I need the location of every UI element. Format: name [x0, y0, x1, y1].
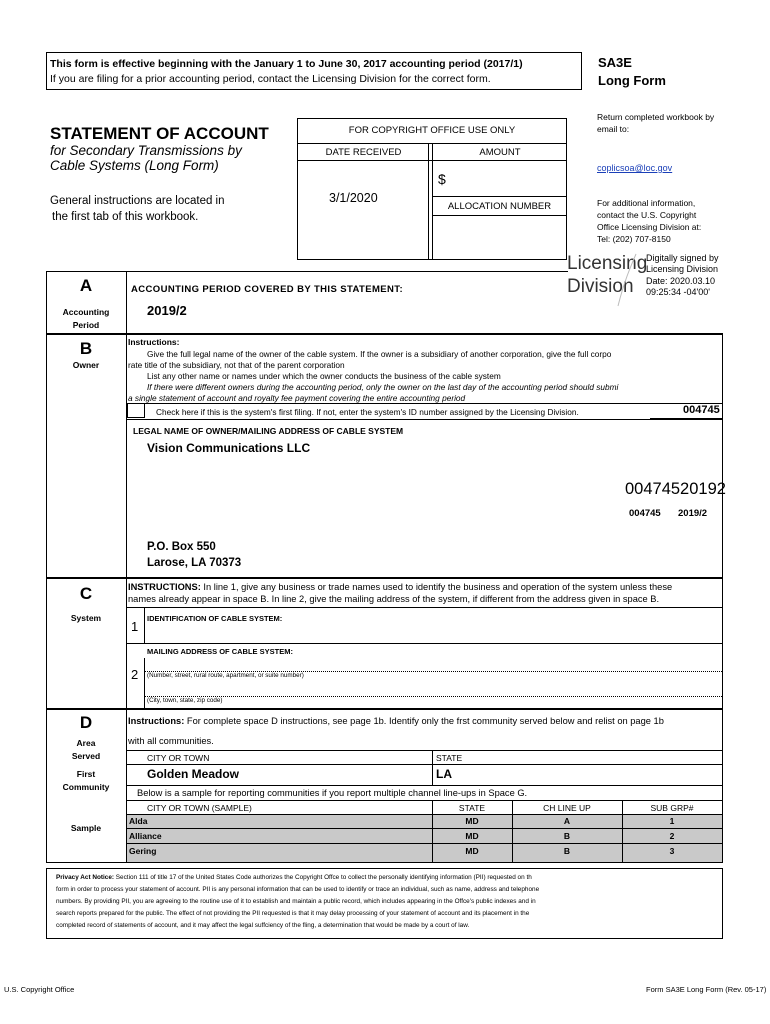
space-b-instructions-heading: Instructions:: [128, 337, 180, 347]
first-community-city: Golden Meadow: [147, 767, 240, 781]
main-form-top-rule: [46, 271, 568, 272]
signature-line-4: 09:25:34 -04'00': [646, 287, 710, 297]
sample-note: Below is a sample for reporting communities if you report multiple channel line-ups in Space G.: [137, 788, 528, 798]
owner-small-period: 2019/2: [678, 508, 708, 519]
page-subtitle-2: Cable Systems (Long Form): [50, 158, 219, 173]
space-c-letter: C: [79, 584, 93, 603]
space-d-instructions-text: For complete space D instructions, see page 1b. Identify only the frst community served below and relist on page 1b: [184, 716, 664, 726]
mailing-city-field[interactable]: [145, 681, 722, 695]
privacy-line-5: completed record of statements of account, and it may affect the legal suffciency of the fling, a determination that would be made by a court of law.: [56, 922, 470, 929]
space-b-instruction-1: Give the full legal name of the owner of the cable system. If the owner is a subsidiary of another corporation, give the full corpo: [147, 349, 612, 359]
accounting-period-value: 2019/2: [147, 303, 187, 318]
mailing-address-label: MAILING ADDRESS OF CABLE SYSTEM:: [147, 647, 293, 656]
sample-row-1-city: Alda: [129, 816, 148, 826]
privacy-line-3: numbers. By providing PII, you are agreeing to the routine use of it to establish and maintain a public record, which includes appearing in the Offce's public indexes and in: [56, 898, 536, 905]
contact-info-2: contact the U.S. Copyright: [597, 210, 697, 220]
system-line-1-number: 1: [131, 619, 139, 634]
signature-line-2: Licensing Division: [646, 264, 719, 274]
space-c-instructions-bold: INSTRUCTIONS:: [128, 582, 201, 592]
space-c-label: System: [70, 613, 102, 623]
signature-line-3: Date: 2020.03.10: [646, 276, 716, 286]
signature-line-1: Digitally signed by: [646, 253, 719, 263]
form-name: Long Form: [598, 73, 666, 88]
notice-line-1: This form is effective beginning with the January 1 to June 30, 2017 accounting period (2017/1): [50, 58, 523, 70]
form-code: SA3E: [598, 55, 632, 70]
system-line-2-number: 2: [131, 667, 139, 682]
return-info-1: Return completed workbook by: [597, 112, 715, 122]
space-b-letter: B: [79, 339, 93, 358]
privacy-line-1-text: Section 111 of title 17 of the United States Code authorizes the Copyright Offce to collect the personally identifying information (PII) requested on th: [114, 874, 532, 881]
sample-row-3-subgroup: 3: [669, 846, 675, 856]
space-a-label-2: Period: [72, 320, 100, 330]
return-info-2: email to:: [597, 124, 630, 134]
space-b-instruction-3: List any other name or names under which the owner conducts the business of the cable system: [147, 371, 501, 381]
signature-word-division: Division: [567, 276, 634, 297]
office-use-heading: FOR COPYRIGHT OFFICE USE ONLY: [348, 125, 516, 136]
privacy-bold: Privacy Act Notice:: [56, 874, 115, 881]
street-hint: (Number, street, rural route, apartment, or suite number): [147, 672, 304, 679]
identification-label: IDENTIFICATION OF CABLE SYSTEM:: [147, 614, 283, 623]
sample-header-city: CITY OR TOWN (SAMPLE): [147, 803, 252, 813]
page-subtitle-1: for Secondary Transmissions by: [50, 143, 242, 158]
first-filing-instruction: Check here if this is the system's first filing. If not, enter the system's ID number assigned by the Licensing Division.: [156, 407, 579, 417]
contact-info-1: For additional information,: [597, 198, 696, 208]
space-d-instructions-bold: Instructions:: [128, 716, 185, 726]
accounting-period-heading: ACCOUNTING PERIOD COVERED BY THIS STATEMENT:: [131, 284, 404, 295]
contact-info-3: Office Licensing Division at:: [597, 222, 702, 232]
general-instructions-2: the first tab of this workbook.: [52, 211, 199, 223]
space-d-label-served: Served: [71, 751, 101, 761]
first-community-state: LA: [436, 767, 452, 781]
sample-row-3-city: Gering: [129, 846, 157, 856]
sample-row-3-state: MD: [465, 846, 479, 856]
signature-word-licensing: Licensing: [567, 253, 648, 274]
sample-row-2-state: MD: [465, 831, 479, 841]
sample-row-2-subgroup: 2: [669, 831, 675, 841]
sample-header-subgroup: SUB GRP#: [650, 803, 694, 813]
footer-right: Form SA3E Long Form (Rev. 05-17): [646, 985, 767, 994]
system-id-number: 004745: [683, 404, 720, 416]
signature-scribble: [612, 252, 642, 310]
space-d-instructions-1: [128, 716, 664, 726]
owner-name: Vision Communications LLC: [147, 441, 311, 455]
general-instructions-1: General instructions are located in: [50, 195, 225, 207]
sample-row-2-city: Alliance: [129, 831, 162, 841]
privacy-line-4: search reports prepared for the public. The effect of not providing the PII requested is that it may delay processing of your statement of account and its placement in the: [56, 910, 530, 917]
email-link[interactable]: coplicsoa@loc.gov: [597, 163, 673, 173]
contact-info-4: Tel: (202) 707-8150: [597, 234, 671, 244]
space-d-label-community: Community: [62, 782, 110, 792]
date-received-value: 3/1/2020: [329, 191, 378, 205]
owner-heading: LEGAL NAME OF OWNER/MAILING ADDRESS OF CABLE SYSTEM: [133, 426, 404, 436]
space-c-instructions-text: In line 1, give any business or trade names used to identify the business and operation of the system unless these: [200, 582, 673, 592]
first-filing-checkbox[interactable]: [127, 403, 145, 418]
notice-line-2: If you are filing for a prior accounting period, contact the Licensing Division for the correct form.: [50, 73, 491, 85]
space-c-instructions-1: [128, 582, 672, 592]
privacy-line-1: [56, 874, 532, 881]
sample-header-lineup: CH LINE UP: [543, 803, 591, 813]
space-d-label-first: First: [76, 769, 96, 779]
owner-address-2: Larose, LA 70373: [147, 557, 242, 569]
identification-field[interactable]: [145, 625, 722, 641]
space-b-instruction-5: a single statement of account and royalty fee payment covering the entire accounting period: [128, 393, 466, 403]
city-or-town-label: CITY OR TOWN: [147, 753, 210, 763]
footer-left: U.S. Copyright Office: [4, 985, 75, 994]
sample-row-2-lineup: B: [563, 831, 571, 841]
page-title: STATEMENT OF ACCOUNT: [50, 124, 269, 143]
privacy-line-2: form in order to process your statement of account. PII is any personal information that can be used to identify or trace an individual, such as name, address and telephone: [56, 886, 540, 893]
space-d-label-area: Area: [76, 738, 96, 748]
allocation-number-label: ALLOCATION NUMBER: [447, 201, 552, 212]
sample-row-3-lineup: B: [563, 846, 571, 856]
state-label: STATE: [436, 753, 463, 763]
amount-dollar-sign: $: [438, 171, 446, 187]
space-b-instruction-2: rate title of the subsidiary, not that of the parent corporation: [128, 360, 345, 370]
sample-header-state: STATE: [458, 803, 486, 813]
space-d-instructions-2: with all communities.: [128, 736, 214, 746]
space-b-instruction-4: If there were different owners during the accounting period, only the owner on the last day of the accounting period should submi: [147, 382, 619, 392]
space-d-label-sample: Sample: [70, 823, 102, 833]
space-c-instructions-2: names already appear in space B. In line 2, give the mailing address of the system, if different from the address given in space B.: [128, 594, 660, 604]
sample-row-1-subgroup: 1: [669, 816, 675, 826]
mailing-street-field[interactable]: [145, 659, 722, 671]
sample-row-1-state: MD: [465, 816, 479, 826]
owner-address-1: P.O. Box 550: [147, 541, 216, 553]
space-b-label: Owner: [72, 360, 100, 370]
owner-small-id: 004745: [629, 508, 661, 519]
date-received-label: DATE RECEIVED: [325, 147, 402, 158]
owner-big-id: 00474520192: [625, 480, 726, 498]
city-hint: (City, town, state, zip code): [147, 697, 223, 704]
space-d-letter: D: [79, 713, 93, 732]
space-a-label-1: Accounting: [62, 307, 110, 317]
sample-row-1-lineup: A: [563, 816, 571, 826]
space-a-letter: A: [79, 276, 93, 295]
amount-label: AMOUNT: [479, 147, 521, 158]
